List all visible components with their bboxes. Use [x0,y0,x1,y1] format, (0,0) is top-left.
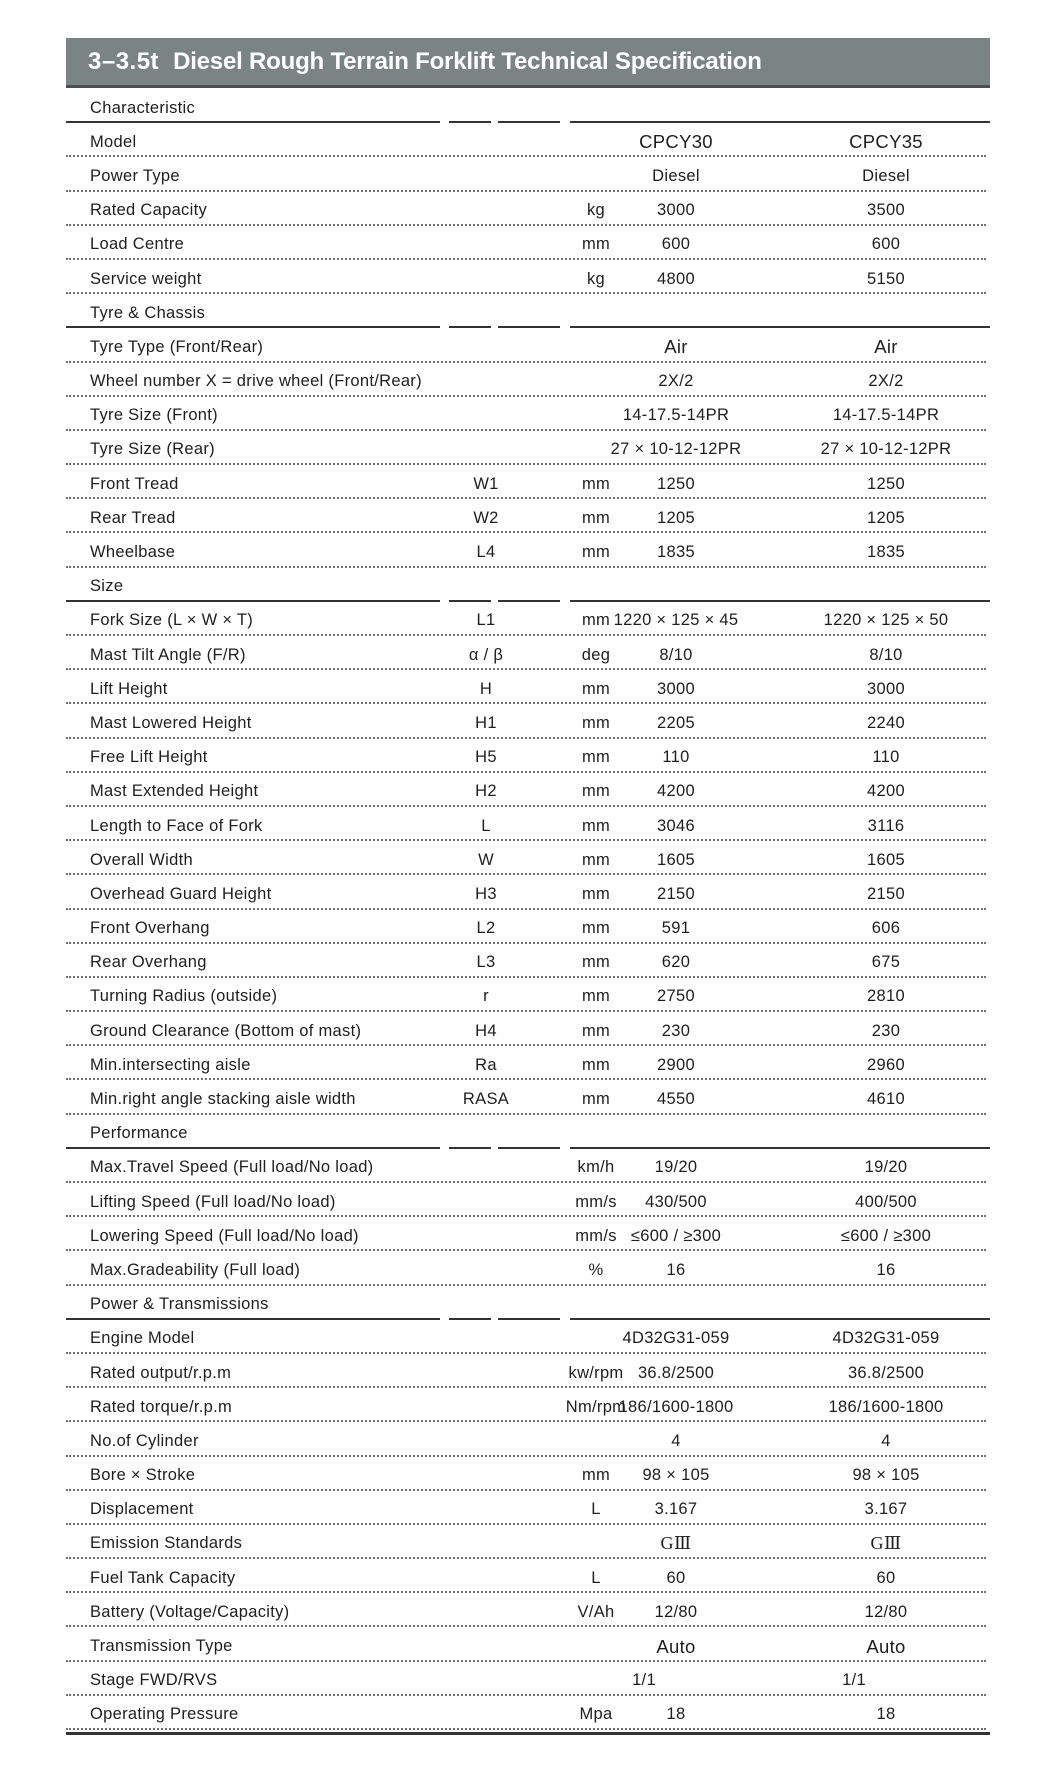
spec-label: Emission Standards [90,1534,243,1553]
value-cpcy35: 60 [876,1568,896,1587]
spec-unit: Mpa [579,1705,613,1724]
spec-code: H2 [475,782,497,801]
spec-label: Lift Height [90,679,168,698]
spec-row [66,946,990,980]
spec-unit: mm [581,816,611,835]
value-cpcy35: 2810 [867,987,905,1006]
spec-code: L4 [476,543,496,562]
value-cpcy30: Air [664,336,688,358]
spec-code [446,1151,526,1185]
value-cpcy35: GⅢ [870,1533,902,1554]
value-cpcy35: 2960 [867,1055,905,1074]
spec-unit: deg [581,645,611,664]
spec-row [66,1561,990,1595]
section-underline [449,326,491,328]
spec-label: Rated Capacity [90,201,208,220]
section-underline [66,121,440,123]
section-header-tyre-chassis [66,296,990,330]
title-bar [66,38,990,88]
value-cpcy35: Air [874,336,898,358]
spec-label: Mast Tilt Angle (F/R) [90,645,246,664]
spec-label: Wheelbase [90,543,176,562]
section-title: Tyre & Chassis [90,303,206,322]
section-underline [498,121,560,123]
value-cpcy35: 19/20 [864,1158,908,1177]
value-cpcy30: 4 [671,1431,681,1450]
value-cpcy35: 4 [881,1431,891,1450]
value-cpcy35: 600 [871,235,901,254]
spec-code: W1 [473,474,499,493]
spec-code [446,1629,526,1663]
spec-label: Lowering Speed (Full load/No load) [90,1226,359,1245]
value-cpcy35: 36.8/2500 [847,1363,925,1382]
value-cpcy30: CPCY30 [639,131,713,153]
spec-label: Battery (Voltage/Capacity) [90,1602,290,1621]
value-cpcy35: 12/80 [864,1602,908,1621]
section-header-power-transmissions [66,1288,990,1322]
value-cpcy30: 18 [666,1705,686,1724]
spec-unit: % [588,1260,604,1279]
section-title: Size [90,577,124,596]
spec-row [66,125,990,159]
value-cpcy35: 3116 [867,816,905,835]
spec-code: W2 [473,508,499,527]
section-underline [570,1147,990,1149]
spec-label: Rated output/r.p.m [90,1363,232,1382]
spec-code [446,1253,526,1287]
value-cpcy35: 110 [872,748,900,767]
spec-unit: mm [581,611,611,630]
spec-code [446,330,526,364]
value-cpcy35: 3000 [867,679,905,698]
spec-row [66,1459,990,1493]
spec-label: Front Overhang [90,919,210,938]
value-cpcy30: 4D32G31-059 [622,1329,730,1348]
spec-label: Displacement [90,1500,194,1519]
value-cpcy30: 12/80 [654,1602,698,1621]
spec-label: Service weight [90,269,202,288]
value-cpcy35: CPCY35 [849,131,923,153]
spec-unit: V/Ah [577,1602,615,1621]
value-cpcy35: 2X/2 [868,372,904,391]
section-underline [449,1318,491,1320]
value-cpcy30: 14-17.5-14PR [622,406,730,425]
value-cpcy30: 2X/2 [658,372,694,391]
spec-unit: mm/s [575,1192,617,1211]
spec-label: Transmission Type [90,1637,233,1656]
section-underline [449,600,491,602]
spec-label: Bore × Stroke [90,1466,196,1485]
section-underline [570,326,990,328]
section-title: Performance [90,1124,188,1143]
spec-row [66,1185,990,1219]
spec-row [66,741,990,775]
spec-code: H5 [475,748,497,767]
spec-unit: mm [581,850,611,869]
section-header-performance [66,1117,990,1151]
value-cpcy30: 4200 [657,782,695,801]
spec-row [66,912,990,946]
section-underline [498,1318,560,1320]
spec-unit: kg [586,269,606,288]
spec-code [446,1424,526,1458]
value-cpcy35: 186/1600-1800 [828,1397,944,1416]
value-cpcy30: 2900 [657,1055,695,1074]
spec-code: H1 [475,713,497,732]
spec-label: Tyre Size (Rear) [90,440,215,459]
section-title: Power & Transmissions [90,1295,269,1314]
spec-code: α / β [468,645,504,664]
spec-label: Model [90,132,137,151]
value-cpcy35: 606 [871,919,901,938]
spec-row [66,877,990,911]
value-cpcy30: 3.167 [654,1500,698,1519]
spec-label: Engine Model [90,1329,195,1348]
spec-label: Fork Size (L × W × T) [90,611,254,630]
value-cpcy30: 2150 [657,884,695,903]
spec-code: L2 [476,919,496,938]
value-cpcy30: 1220 × 125 × 45 [613,611,739,630]
table-bottom-rule [66,1732,990,1735]
value-cpcy30: 3046 [657,816,695,835]
value-cpcy35: 8/10 [869,645,903,664]
spec-row [66,1424,990,1458]
section-underline [66,600,440,602]
spec-row [66,1698,990,1732]
spec-code [446,1493,526,1527]
spec-unit: mm/s [575,1226,617,1245]
spec-unit: kw/rpm [568,1363,624,1382]
spec-code: H3 [475,884,497,903]
value-cpcy30: 1/1 [632,1671,656,1690]
spec-label: Load Centre [90,235,185,254]
spec-unit: mm [581,1055,611,1074]
value-cpcy30: GⅢ [660,1533,692,1554]
value-cpcy30: 98 × 105 [642,1466,710,1485]
spec-code [446,228,526,262]
spec-row [66,1664,990,1698]
spec-row [66,1048,990,1082]
value-cpcy35: 14-17.5-14PR [832,406,940,425]
value-cpcy35: 16 [876,1260,896,1279]
spec-row [66,535,990,569]
spec-label: Mast Extended Height [90,782,259,801]
spec-label: Tyre Size (Front) [90,406,218,425]
spec-code [446,1219,526,1253]
spec-code: Ra [475,1055,497,1074]
spec-label: Ground Clearance (Bottom of mast) [90,1021,362,1040]
value-cpcy30: 27 × 10-12-12PR [610,440,742,459]
spec-code [446,262,526,296]
value-cpcy30: 591 [661,919,691,938]
spec-code [446,1390,526,1424]
spec-code: H4 [475,1021,497,1040]
value-cpcy35: 1/1 [842,1671,866,1690]
value-cpcy35: ≤600 / ≥300 [840,1226,932,1245]
spec-row [66,228,990,262]
spec-row [66,501,990,535]
spec-row [66,604,990,638]
spec-label: Max.Gradeability (Full load) [90,1260,301,1279]
spec-row [66,399,990,433]
spec-label: Operating Pressure [90,1705,239,1724]
spec-code [446,159,526,193]
spec-row [66,1493,990,1527]
spec-unit: mm [581,953,611,972]
spec-row [66,330,990,364]
value-cpcy35: 1605 [867,850,905,869]
section-header-characteristic [66,91,990,125]
value-cpcy35: 3500 [867,201,905,220]
value-cpcy30: 4800 [657,269,695,288]
spec-row [66,1151,990,1185]
spec-code [446,1527,526,1561]
spec-unit: mm [581,1021,611,1040]
spec-label: Power Type [90,166,180,185]
spec-code: W [478,850,494,869]
section-underline [66,1147,440,1149]
spec-code: H [479,679,493,698]
spec-row [66,843,990,877]
spec-code [446,1356,526,1390]
spec-unit: mm [581,1090,611,1109]
section-underline [498,600,560,602]
spec-unit: mm [581,508,611,527]
section-underline [449,121,491,123]
spec-row [66,433,990,467]
title-capacity: 3–3.5t [88,47,160,75]
value-cpcy35: Diesel [862,166,910,185]
value-cpcy35: 27 × 10-12-12PR [820,440,952,459]
spec-unit: mm [581,235,611,254]
spec-code [446,1459,526,1493]
section-underline [449,1147,491,1149]
value-cpcy30: 2205 [657,713,695,732]
spec-unit: mm [581,782,611,801]
spec-unit: L [591,1500,601,1519]
spec-row [66,980,990,1014]
section-underline [498,326,560,328]
value-cpcy35: 1220 × 125 × 50 [823,611,949,630]
spec-code [446,1322,526,1356]
value-cpcy30: 60 [666,1568,686,1587]
spec-label: Fuel Tank Capacity [90,1568,236,1587]
value-cpcy35: 2150 [867,884,905,903]
spec-code [446,1595,526,1629]
value-cpcy30: 1835 [657,543,695,562]
value-cpcy35: 1205 [867,508,905,527]
section-header-size [66,570,990,604]
spec-code [446,194,526,228]
value-cpcy30: 3000 [657,201,695,220]
spec-code [446,365,526,399]
section-underline [570,1318,990,1320]
spec-code [446,125,526,159]
spec-row [66,1014,990,1048]
value-cpcy30: 186/1600-1800 [618,1397,734,1416]
value-cpcy30: 16 [666,1260,686,1279]
spec-label: Rated torque/r.p.m [90,1397,233,1416]
value-cpcy30: ≤600 / ≥300 [630,1226,722,1245]
spec-code [446,1561,526,1595]
spec-unit: Nm/rpm [565,1397,627,1416]
value-cpcy35: 18 [876,1705,896,1724]
spec-unit: mm [581,884,611,903]
value-cpcy35: 230 [871,1021,901,1040]
spec-row [66,1390,990,1424]
value-cpcy30: 620 [661,953,691,972]
spec-label: Tyre Type (Front/Rear) [90,337,264,356]
spec-label: Lifting Speed (Full load/No load) [90,1192,336,1211]
spec-row [66,1629,990,1663]
spec-row [66,672,990,706]
spec-unit: mm [581,543,611,562]
value-cpcy30: Auto [656,1635,696,1657]
value-cpcy30: 110 [662,748,690,767]
spec-label: Overall Width [90,850,193,869]
spec-label: Rear Overhang [90,953,207,972]
spec-label: Length to Face of Fork [90,816,263,835]
value-cpcy30: 19/20 [654,1158,698,1177]
value-cpcy30: 2750 [657,987,695,1006]
spec-code: L [481,816,491,835]
value-cpcy30: 8/10 [659,645,693,664]
spec-unit: mm [581,679,611,698]
spec-code: L1 [476,611,496,630]
spec-unit: km/h [577,1158,615,1177]
value-cpcy35: Auto [866,1635,906,1657]
spec-unit: mm [581,474,611,493]
value-cpcy35: 675 [871,953,901,972]
spec-unit: mm [581,987,611,1006]
spec-label: Overhead Guard Height [90,884,272,903]
spec-row [66,1082,990,1116]
section-underline [570,600,990,602]
spec-row [66,706,990,740]
title-text: Diesel Rough Terrain Forklift Technical Specification [173,47,762,75]
spec-row [66,1595,990,1629]
spec-row [66,1253,990,1287]
value-cpcy35: 2240 [867,713,905,732]
value-cpcy30: 1605 [657,850,695,869]
spec-code [446,1664,526,1698]
spec-row [66,638,990,672]
spec-code: r [483,987,489,1006]
spec-row [66,1356,990,1390]
value-cpcy35: 4200 [867,782,905,801]
spec-code [446,433,526,467]
spec-code [446,1185,526,1219]
value-cpcy30: 1250 [657,474,695,493]
value-cpcy30: 430/500 [645,1192,707,1211]
value-cpcy35: 4610 [867,1090,905,1109]
value-cpcy30: 230 [661,1021,691,1040]
spec-row [66,365,990,399]
value-cpcy30: 1205 [657,508,695,527]
spec-label: Wheel number X = drive wheel (Front/Rear) [90,372,422,391]
specification-table [66,91,990,1732]
spec-unit: L [591,1568,601,1587]
spec-label: Turning Radius (outside) [90,987,278,1006]
section-underline [66,326,440,328]
spec-label: Free Lift Height [90,748,208,767]
value-cpcy35: 1835 [867,543,905,562]
spec-unit: mm [581,1466,611,1485]
spec-label: Rear Tread [90,508,176,527]
value-cpcy30: 600 [661,235,691,254]
value-cpcy30: 4550 [657,1090,695,1109]
spec-unit: mm [581,713,611,732]
spec-row [66,1527,990,1561]
value-cpcy30: Diesel [652,166,700,185]
spec-row [66,775,990,809]
spec-unit: mm [581,919,611,938]
spec-label: Stage FWD/RVS [90,1671,218,1690]
spec-code [446,399,526,433]
section-title: Characteristic [90,98,196,117]
value-cpcy35: 5150 [867,269,905,288]
spec-unit: kg [586,201,606,220]
section-underline [570,121,990,123]
value-cpcy35: 3.167 [864,1500,908,1519]
section-underline [498,1147,560,1149]
value-cpcy35: 4D32G31-059 [832,1329,940,1348]
value-cpcy30: 3000 [657,679,695,698]
spec-unit: mm [581,748,611,767]
section-underline [66,1318,440,1320]
spec-row [66,809,990,843]
spec-row [66,262,990,296]
spec-label: Max.Travel Speed (Full load/No load) [90,1158,374,1177]
value-cpcy35: 1250 [867,474,905,493]
spec-row [66,159,990,193]
spec-row [66,467,990,501]
spec-row [66,1322,990,1356]
spec-label: No.of Cylinder [90,1431,199,1450]
value-cpcy30: 36.8/2500 [637,1363,715,1382]
spec-label: Min.intersecting aisle [90,1055,251,1074]
value-cpcy35: 400/500 [855,1192,917,1211]
spec-label: Mast Lowered Height [90,713,252,732]
spec-code: RASA [462,1090,510,1109]
spec-label: Front Tread [90,474,179,493]
value-cpcy35: 98 × 105 [852,1466,920,1485]
spec-label: Min.right angle stacking aisle width [90,1090,356,1109]
spec-row [66,194,990,228]
spec-row [66,1219,990,1253]
spec-code: L3 [476,953,496,972]
spec-code [446,1698,526,1732]
